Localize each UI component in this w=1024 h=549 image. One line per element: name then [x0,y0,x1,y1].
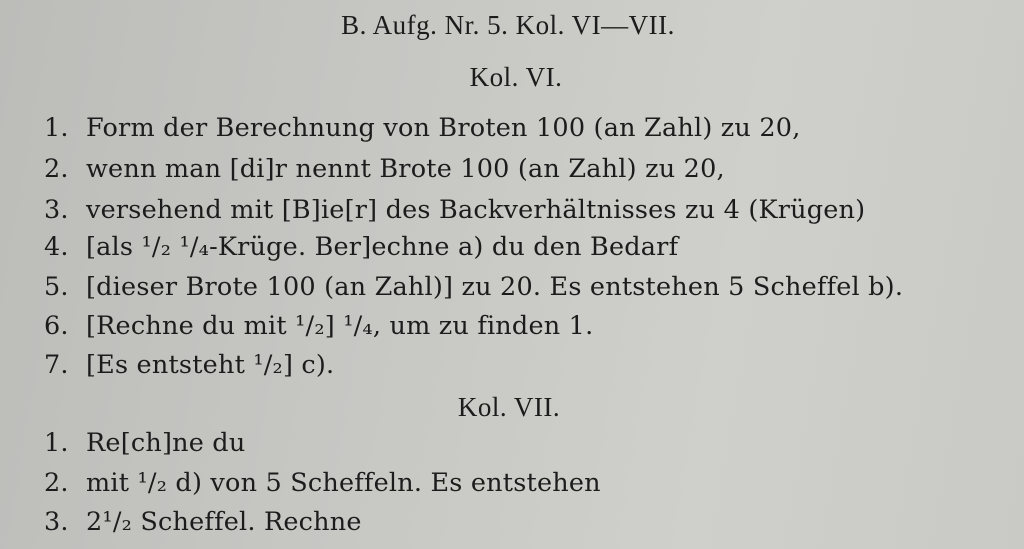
line-number: 2. [44,154,69,184]
document-title: B. Aufg. Nr. 5. Kol. VI—VII. [341,10,675,40]
line-number: 3. [44,195,69,225]
line-number: 3. [44,507,69,537]
line-number: 4. [44,232,69,262]
line-number: 5. [44,272,69,302]
line-text: Re[ch]ne du [86,428,246,458]
column-vii-line [44,468,601,498]
column-vi-line [44,350,334,380]
line-text: [als ¹/₂ ¹/₄-Krüge. Ber]echne a) du den Bedarf [86,232,679,262]
line-text: mit ¹/₂ d) von 5 Scheffeln. Es entstehen [86,468,601,498]
column-vi-line [44,113,801,143]
line-text: versehend mit [B]ie[r] des Backverhältnisses zu 4 (Krügen) [86,195,866,225]
column-vi-line [44,311,593,341]
column-vii-heading: Kol. VII. [457,392,561,422]
column-vii-line [44,428,245,458]
line-text: wenn man [di]r nennt Brote 100 (an Zahl) zu 20, [86,154,725,184]
column-vi-heading: Kol. VI. [469,62,563,92]
column-vii-line [44,507,362,537]
line-text: [Rechne du mit ¹/₂] ¹/₄, um zu finden 1. [86,311,594,341]
line-number: 6. [44,311,69,341]
line-number: 1. [44,428,69,458]
line-text: 2¹/₂ Scheffel. Rechne [86,507,362,537]
column-vi-line [44,154,725,184]
column-vi-line [44,195,865,225]
line-number: 7. [44,350,69,380]
line-number: 1. [44,113,69,143]
line-text: [dieser Brote 100 (an Zahl)] zu 20. Es entstehen 5 Scheffel b). [86,272,904,302]
column-vi-line [44,232,678,262]
line-number: 2. [44,468,69,498]
line-text: [Es entsteht ¹/₂] c). [86,350,335,380]
column-vi-line [44,272,903,302]
line-text: Form der Berechnung von Broten 100 (an Zahl) zu 20, [86,113,801,143]
